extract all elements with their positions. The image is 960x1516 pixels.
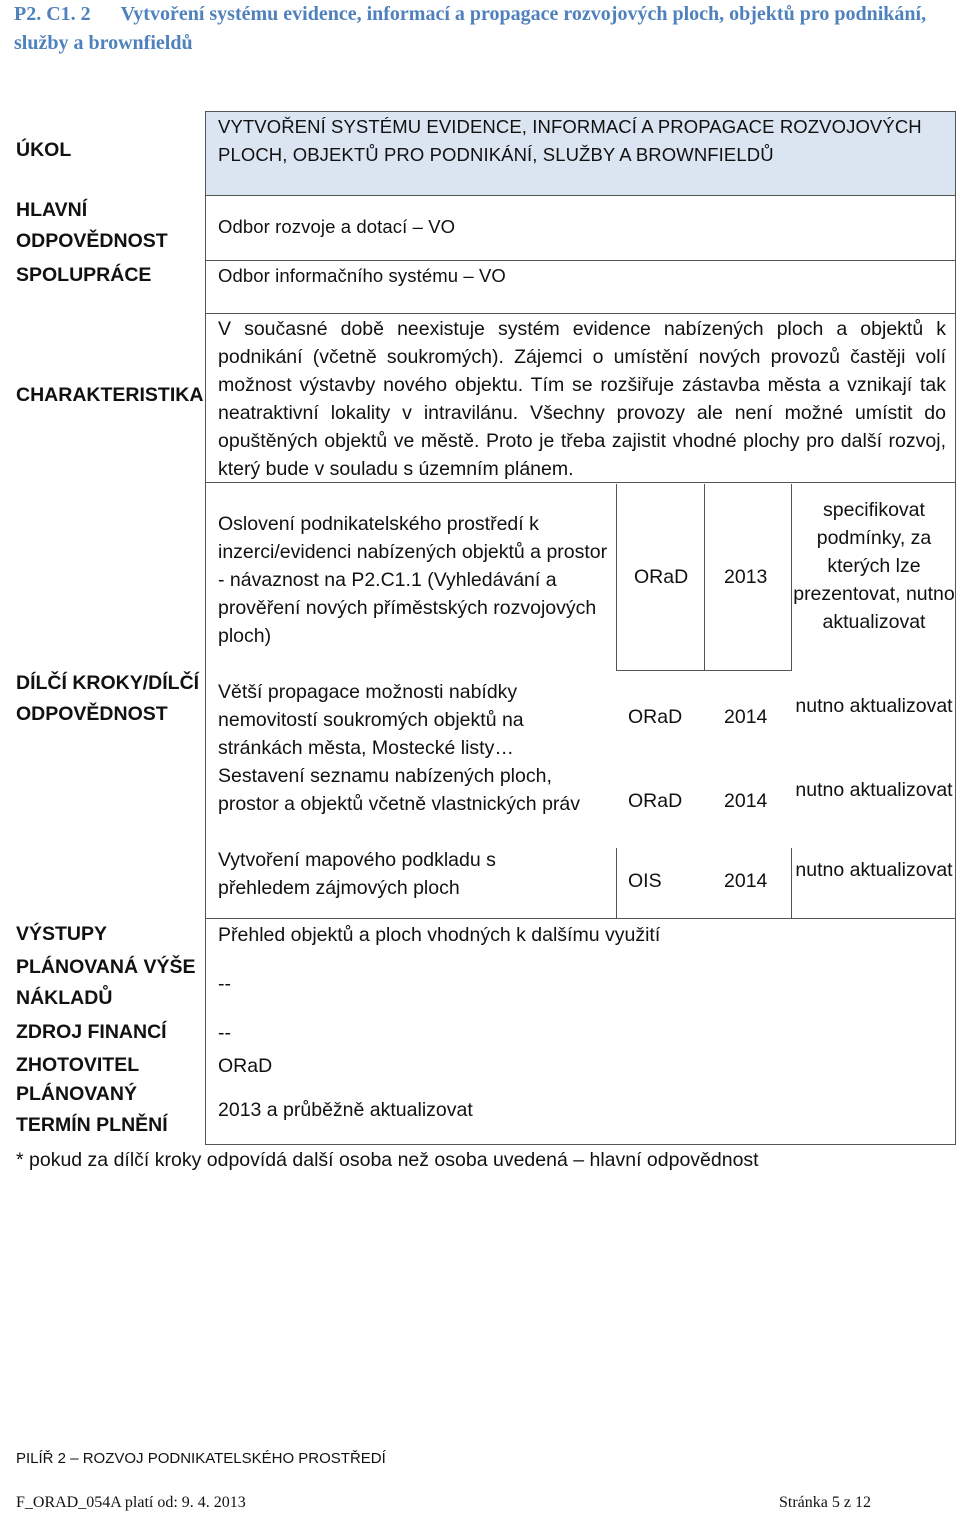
steps-divider [616, 484, 617, 670]
step-responsible: ORaD [634, 566, 689, 588]
section-code: P2. C1. 2 [14, 3, 91, 25]
label-hlavni-odpovednost: HLAVNÍ ODPOVĚDNOST [16, 199, 168, 252]
step-note: nutno aktualizovat [795, 779, 953, 801]
page-number: Stránka 5 z 12 [779, 1494, 871, 1511]
step-year: 2014 [724, 790, 768, 812]
contractor: ORaD [218, 1055, 273, 1077]
characteristics-text: V současné době neexistuje systém evidence nabízených ploch a objektů k podnikání (včetně soukromých). Zájemci o umístění nových provozů častěji volí možnost výstavby nového objektu. Tím se rozšiřuje zástavba města a vznikají tak neatraktivní lokality v intravilánu. Všechny provozy ale není možné umístit do opuštěných objektů ve městě. Proto je třeba zajistit vhodné plochy pro další rozvoj, který bude v souladu s územním plánem. [218, 318, 946, 480]
label-spoluprace: SPOLUPRÁCE [16, 264, 152, 286]
row-divider [205, 313, 956, 314]
step-responsible: OIS [628, 870, 662, 892]
label-zhotovitel: ZHOTOVITEL [16, 1054, 140, 1076]
row-divider [205, 195, 956, 196]
steps-divider [616, 848, 617, 918]
table-divider-vertical [205, 111, 206, 1145]
section-title: Vytvoření systému evidence, informací a propagace rozvojových ploch, objektů pro podnikání, služby a brownfieldů [14, 3, 927, 54]
step-text: Vytvoření mapového podkladu s přehledem zájmových ploch [218, 849, 496, 899]
label-dilci-kroky: DÍLČÍ KROKY/DÍLČÍ ODPOVĚDNOST [16, 672, 200, 725]
footer-pillar: PILÍŘ 2 – ROZVOJ PODNIKATELSKÉHO PROSTŘEDÍ [16, 1450, 386, 1467]
label-vystupy: VÝSTUPY [16, 923, 108, 945]
step-responsible: ORaD [628, 706, 683, 728]
step-text: Oslovení podnikatelského prostředí k inzerci/evidenci nabízených objektů a prostor - návaznost na P2.C1.1 (Vyhledávání a prověření nových příměstských rozvojových ploch) [218, 513, 608, 647]
outputs: Přehled objektů a ploch vhodných k dalšímu využití [218, 924, 661, 946]
table-border-top [205, 111, 956, 112]
section-heading [14, 0, 944, 58]
steps-row-divider [616, 670, 792, 671]
footnote: * pokud za dílčí kroky odpovídá další osoba než osoba uvedená – hlavní odpovědnost [16, 1149, 759, 1171]
step-year: 2014 [724, 870, 768, 892]
row-divider [205, 918, 956, 919]
cooperation: Odbor informačního systému – VO [218, 265, 506, 286]
step-note: nutno aktualizovat [795, 859, 953, 881]
step-year: 2014 [724, 706, 768, 728]
step-text: Větší propagace možnosti nabídky nemovitostí soukromých objektů na stránkách města, Mostecké listy… [218, 681, 524, 759]
planned-costs: -- [218, 973, 231, 995]
main-responsibility: Odbor rozvoje a dotací – VO [218, 216, 456, 237]
deadline: 2013 a průběžně aktualizovat [218, 1099, 473, 1121]
label-charakteristika: CHARAKTERISTIKA [16, 384, 204, 406]
step-note: specifikovat podmínky, za kterých lze prezentovat, nutno aktualizovat [793, 499, 955, 633]
label-naklady: PLÁNOVANÁ VÝŠE NÁKLADŮ [16, 956, 196, 1009]
row-divider [205, 260, 956, 261]
label-termin: PLÁNOVANÝ TERMÍN PLNĚNÍ [16, 1083, 168, 1136]
step-note: nutno aktualizovat [795, 695, 953, 717]
step-responsible: ORaD [628, 790, 683, 812]
task-title: VYTVOŘENÍ SYSTÉMU EVIDENCE, INFORMACÍ A PROPAGACE ROZVOJOVÝCH PLOCH, OBJEKTŮ PRO PODNIKÁNÍ, SLUŽBY A BROWNFIELDŮ [218, 116, 922, 165]
label-ukol: ÚKOL [16, 139, 72, 161]
footer-form-id: F_ORAD_054A platí od: 9. 4. 2013 [16, 1494, 246, 1511]
funding-source: -- [218, 1022, 231, 1044]
row-divider [205, 1144, 956, 1145]
step-text: Sestavení seznamu nabízených ploch, prostor a objektů včetně vlastnických práv [218, 765, 581, 815]
label-zdroj-financi: ZDROJ FINANCÍ [16, 1021, 167, 1043]
step-year: 2013 [724, 566, 768, 588]
